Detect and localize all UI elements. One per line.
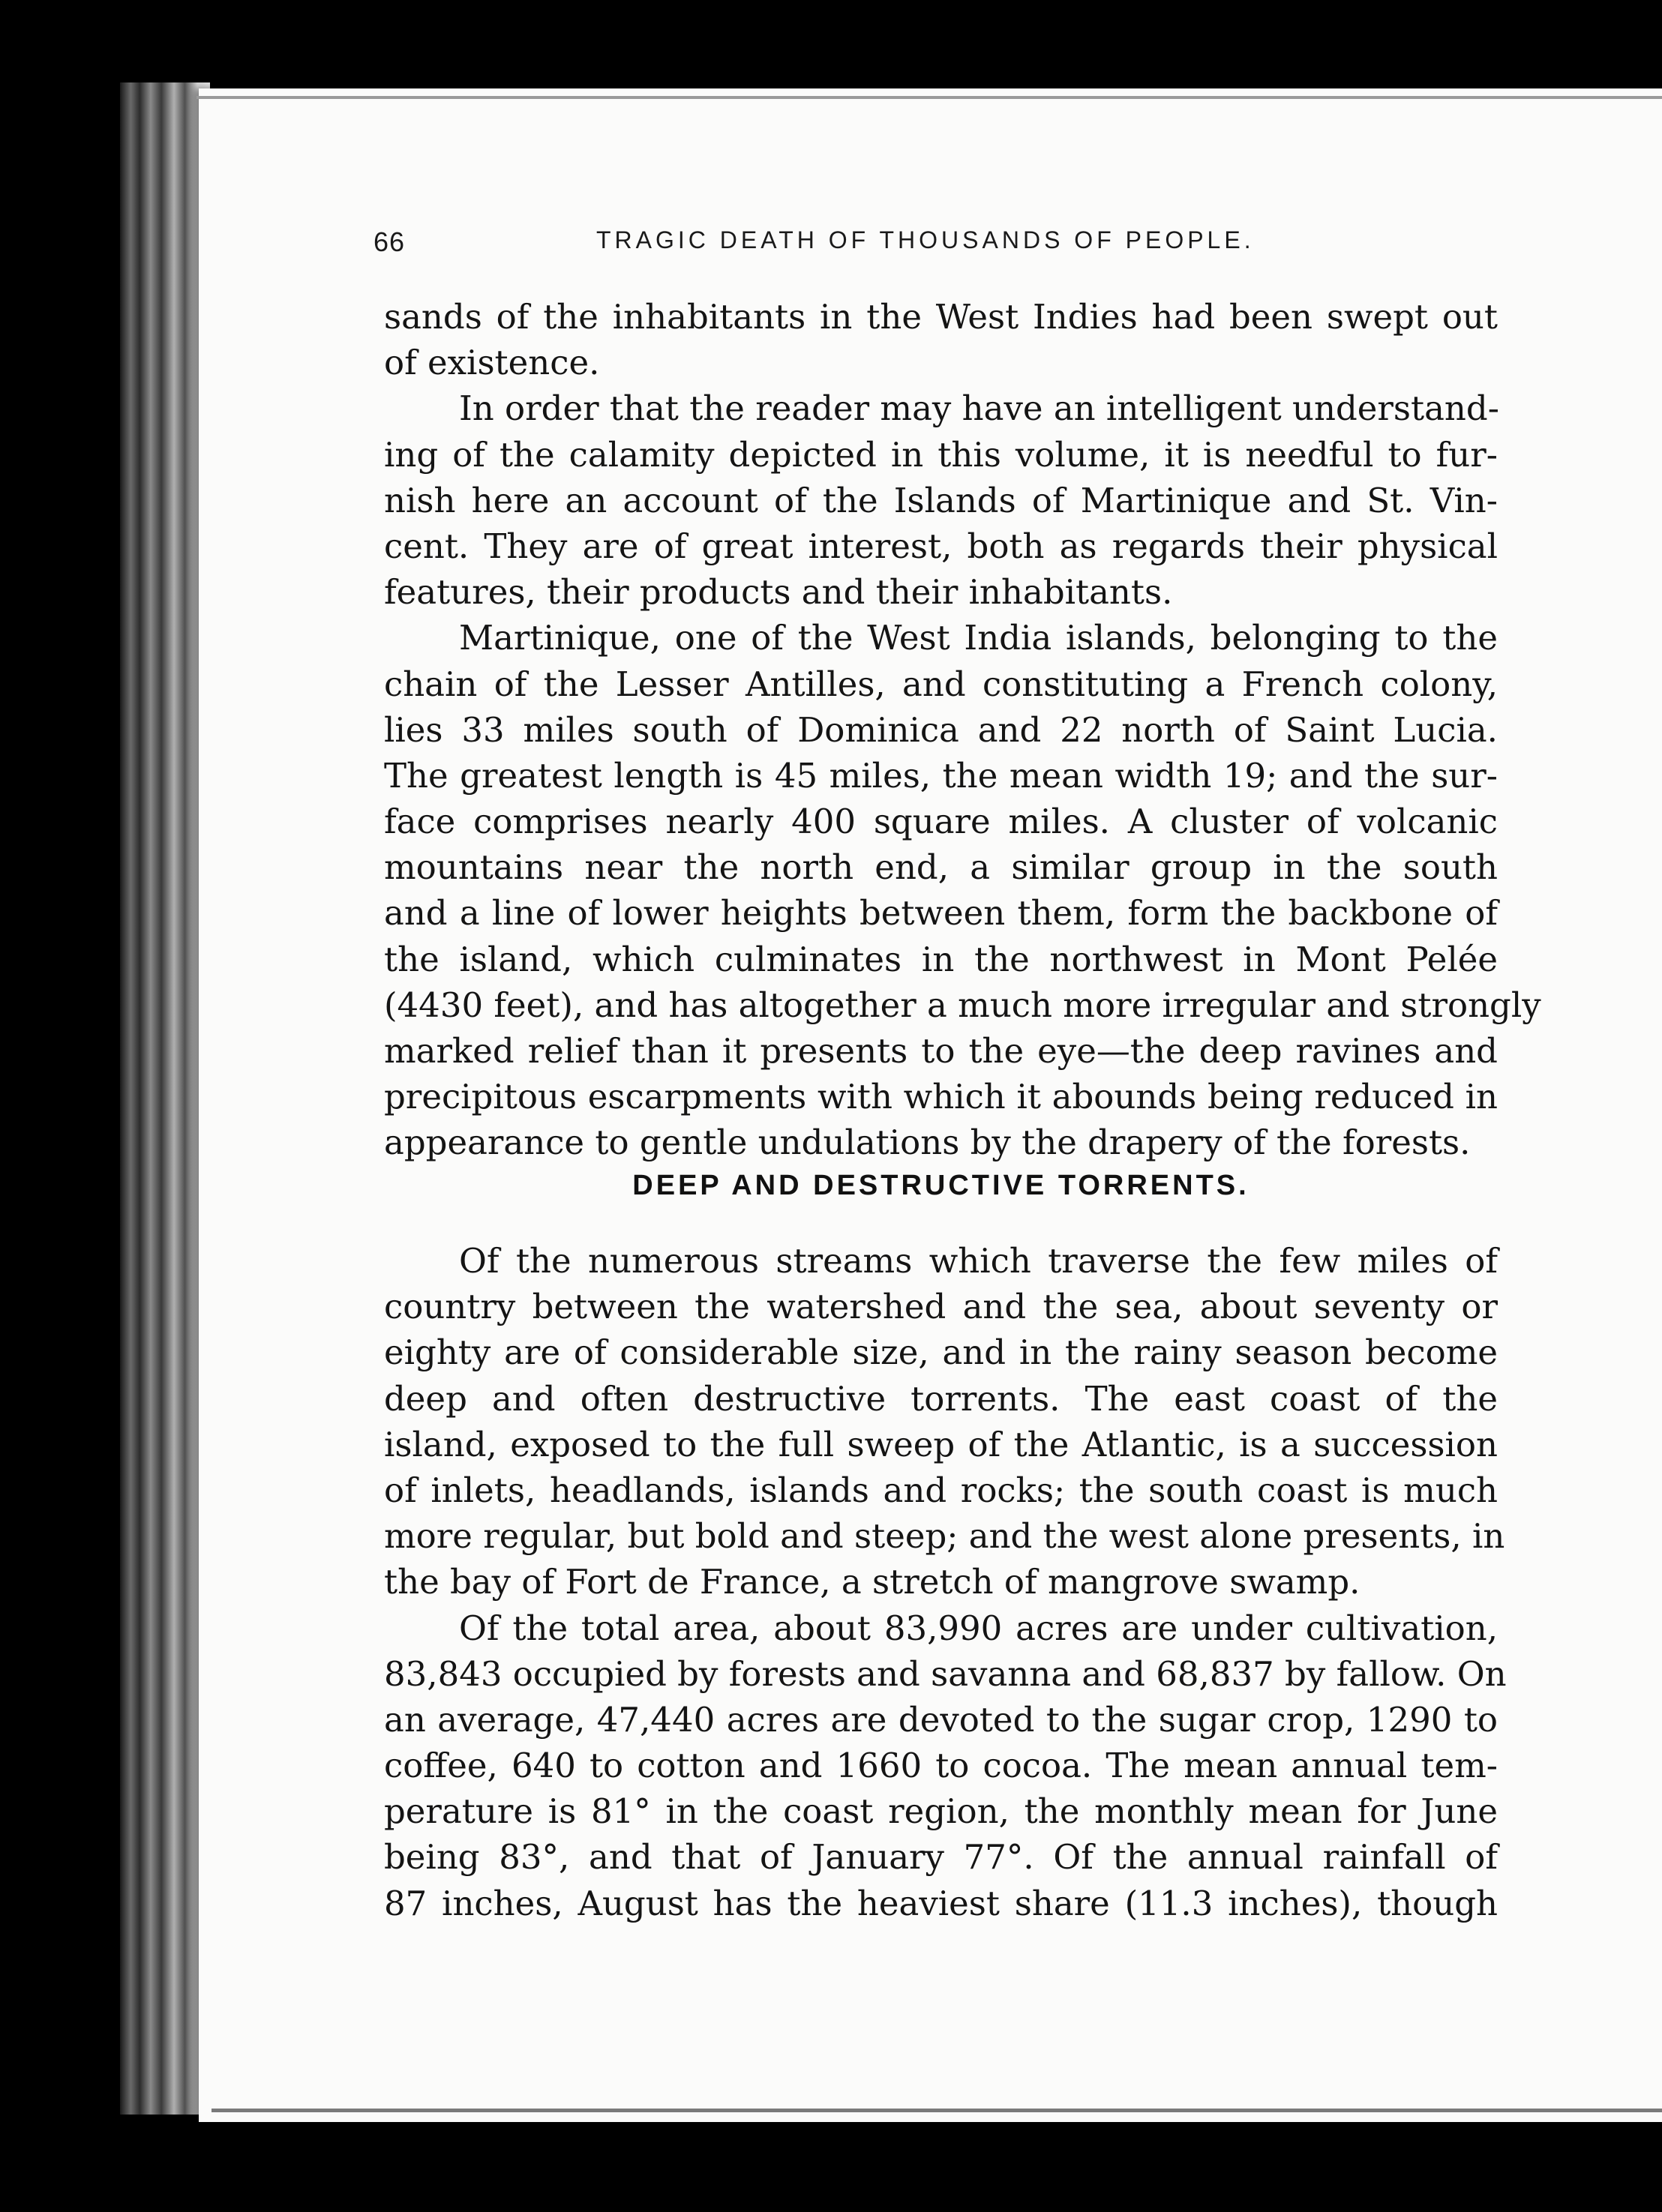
text-line: precipitous escarpments with which it abounds being reduced in [384,1077,1498,1117]
text-line: cent. They are of great interest, both as regards their physical [384,526,1498,566]
body-text-after-heading [384,1238,1507,1926]
text-line: country between the watershed and the sea, about seventy or [384,1287,1498,1327]
text-line: marked relief than it presents to the eye—the deep ravines and [384,1031,1498,1071]
page-bottom-edge [212,2109,1662,2112]
text-line: 83,843 occupied by forests and savanna and 68,837 by fallow. On [384,1653,1507,1694]
text-line: Of the total area, about 83,990 acres are under cultivation, [459,1608,1498,1648]
text-line: features, their products and their inhabitants. [384,572,1173,613]
text-line: coffee, 640 to cotton and 1660 to cocoa. The mean annual tem- [384,1746,1498,1786]
text-line: the island, which culminates in the northwest in Mont Pelée [384,939,1498,979]
text-line: island, exposed to the full sweep of the Atlantic, is a succession [384,1424,1498,1464]
text-line: of existence. [384,343,600,383]
text-line: Of the numerous streams which traverse the few miles of [459,1241,1498,1281]
running-title: TRAGIC DEATH OF THOUSANDS OF PEOPLE. [596,226,1255,253]
book-spine-edge [120,82,210,2115]
text-line: ing of the calamity depicted in this volume, it is needful to fur- [384,434,1498,475]
body-text-before-heading [384,294,1541,1166]
page-top-edge [196,96,1662,99]
text-line: mountains near the north end, a similar group in the south [384,847,1498,888]
text-line: lies 33 miles south of Dominica and 22 north of Saint Lucia. [384,709,1498,750]
text-line: (4430 feet), and has altogether a much more irregular and strongly [384,985,1541,1025]
text-line: sands of the inhabitants in the West Indies had been swept out [384,297,1498,337]
text-line: of inlets, headlands, islands and rocks; the south coast is much [384,1470,1498,1510]
text-line: being 83°, and that of January 77°. Of the annual rainfall of [384,1837,1498,1878]
text-line: face comprises nearly 400 square miles. A cluster of volcanic [384,802,1498,842]
text-line: and a line of lower heights between them, form the backbone of [384,893,1498,934]
text-line: more regular, but bold and steep; and the west alone presents, in [384,1516,1505,1557]
text-line: chain of the Lesser Antilles, and constituting a French colony, [384,664,1498,704]
text-line: eighty are of considerable size, and in the rainy season become [384,1332,1498,1373]
text-line: In order that the reader may have an intelligent understand- [459,388,1499,429]
text-line: Martinique, one of the West India islands, belonging to the [459,618,1498,658]
page-number: 66 [374,226,406,257]
text-line: deep and often destructive torrents. The east coast of the [384,1378,1498,1419]
text-line: perature is 81° in the coast region, the monthly mean for June [384,1791,1498,1832]
text-line: nish here an account of the Islands of Martinique and St. Vin- [384,480,1498,520]
text-line: an average, 47,440 acres are devoted to the sugar crop, 1290 to [384,1699,1498,1740]
section-heading: DEEP AND DESTRUCTIVE TORRENTS. [632,1170,1250,1201]
text-line: 87 inches, August has the heaviest share (11.3 inches), though [384,1883,1498,1923]
text-line: The greatest length is 45 miles, the mean width 19; and the sur- [384,755,1498,796]
text-line: appearance to gentle undulations by the drapery of the forests. [384,1122,1471,1163]
text-line: the bay of Fort de France, a stretch of mangrove swamp. [384,1562,1360,1602]
